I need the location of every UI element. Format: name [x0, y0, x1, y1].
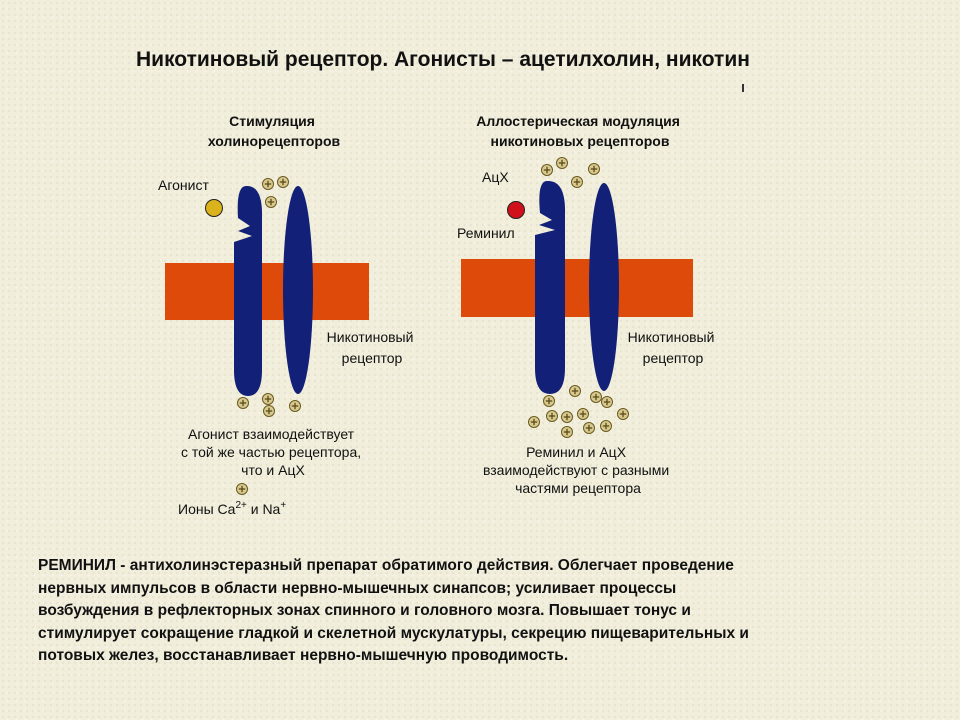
ach-label: АцХ — [482, 169, 509, 185]
right-heading: Аллостерическая модуляция никотиновых рецепторов — [476, 113, 680, 149]
ion-icon — [572, 177, 583, 188]
right-panel — [457, 113, 718, 496]
left-heading: Стимуляция холинорецепторов — [207, 113, 341, 149]
description-line: нервных импульсов в области нервно-мышечных синапсов; усиливает процессы — [38, 579, 677, 597]
description-line: стимулирует сокращение гладкой и скелетной мускулатуры, секрецию пищеварительных и — [38, 624, 749, 642]
description-line: РЕМИНИЛ - антихолинэстеразный препарат обратимого действия. Облегчает проведение — [38, 557, 734, 574]
left-caption: Агонист взаимодействует с той же частью рецептора, что и АцХ — [180, 426, 362, 478]
ion-icon — [591, 392, 602, 403]
ion-icon — [584, 423, 595, 434]
left-receptor-subunit-right — [283, 186, 313, 394]
ion-icon — [570, 386, 581, 397]
ach-molecule-icon — [508, 202, 525, 219]
left-receptor-label: Никотиновый рецептор — [326, 329, 414, 366]
left-membrane — [165, 263, 369, 320]
ion-icon — [601, 421, 612, 432]
ion-icon — [264, 406, 275, 417]
ion-icon — [237, 484, 248, 495]
slide-title: Никотиновый рецептор. Агонисты – ацетилхолин, никотин — [136, 48, 750, 71]
ion-icon — [618, 409, 629, 420]
right-caption: Реминил и АцХ взаимодействуют с разными частями рецептора — [482, 444, 670, 496]
ion-icon — [547, 411, 558, 422]
ion-icon — [562, 427, 573, 438]
ion-icon — [602, 397, 613, 408]
reminyl-label: Реминил — [457, 225, 515, 241]
ion-icon — [589, 164, 600, 175]
ion-icon — [238, 398, 249, 409]
description-line: возбуждения в рефлекторных зонах спинного и головного мозга. Повышает тонус и — [38, 602, 691, 619]
left-receptor-subunit-left — [234, 186, 262, 396]
ions-label: Ионы $Ca^{2+}$ и Na+ — [178, 500, 287, 517]
ion-icon — [557, 158, 568, 169]
ion-icon — [544, 396, 555, 407]
ion-icon — [578, 409, 589, 420]
ion-icon — [263, 179, 274, 190]
agonist-molecule-icon — [206, 200, 223, 217]
right-receptor-label: Никотиновый рецептор — [627, 329, 715, 366]
agonist-label: Агонист — [158, 177, 209, 193]
ion-icon — [266, 197, 277, 208]
right-receptor-subunit-left — [535, 181, 565, 394]
left-panel — [158, 113, 417, 517]
right-membrane — [461, 259, 693, 317]
ion-icon — [263, 394, 274, 405]
right-receptor-subunit-right — [589, 183, 619, 391]
ion-icon — [290, 401, 301, 412]
ion-icon — [542, 165, 553, 176]
ion-icon — [529, 417, 540, 428]
ion-icon — [278, 177, 289, 188]
description-line: потовых желез, восстанавливает нервно-мышечную проводимость. — [38, 647, 569, 664]
ion-icon — [562, 412, 573, 423]
reminyl-description — [38, 555, 918, 668]
